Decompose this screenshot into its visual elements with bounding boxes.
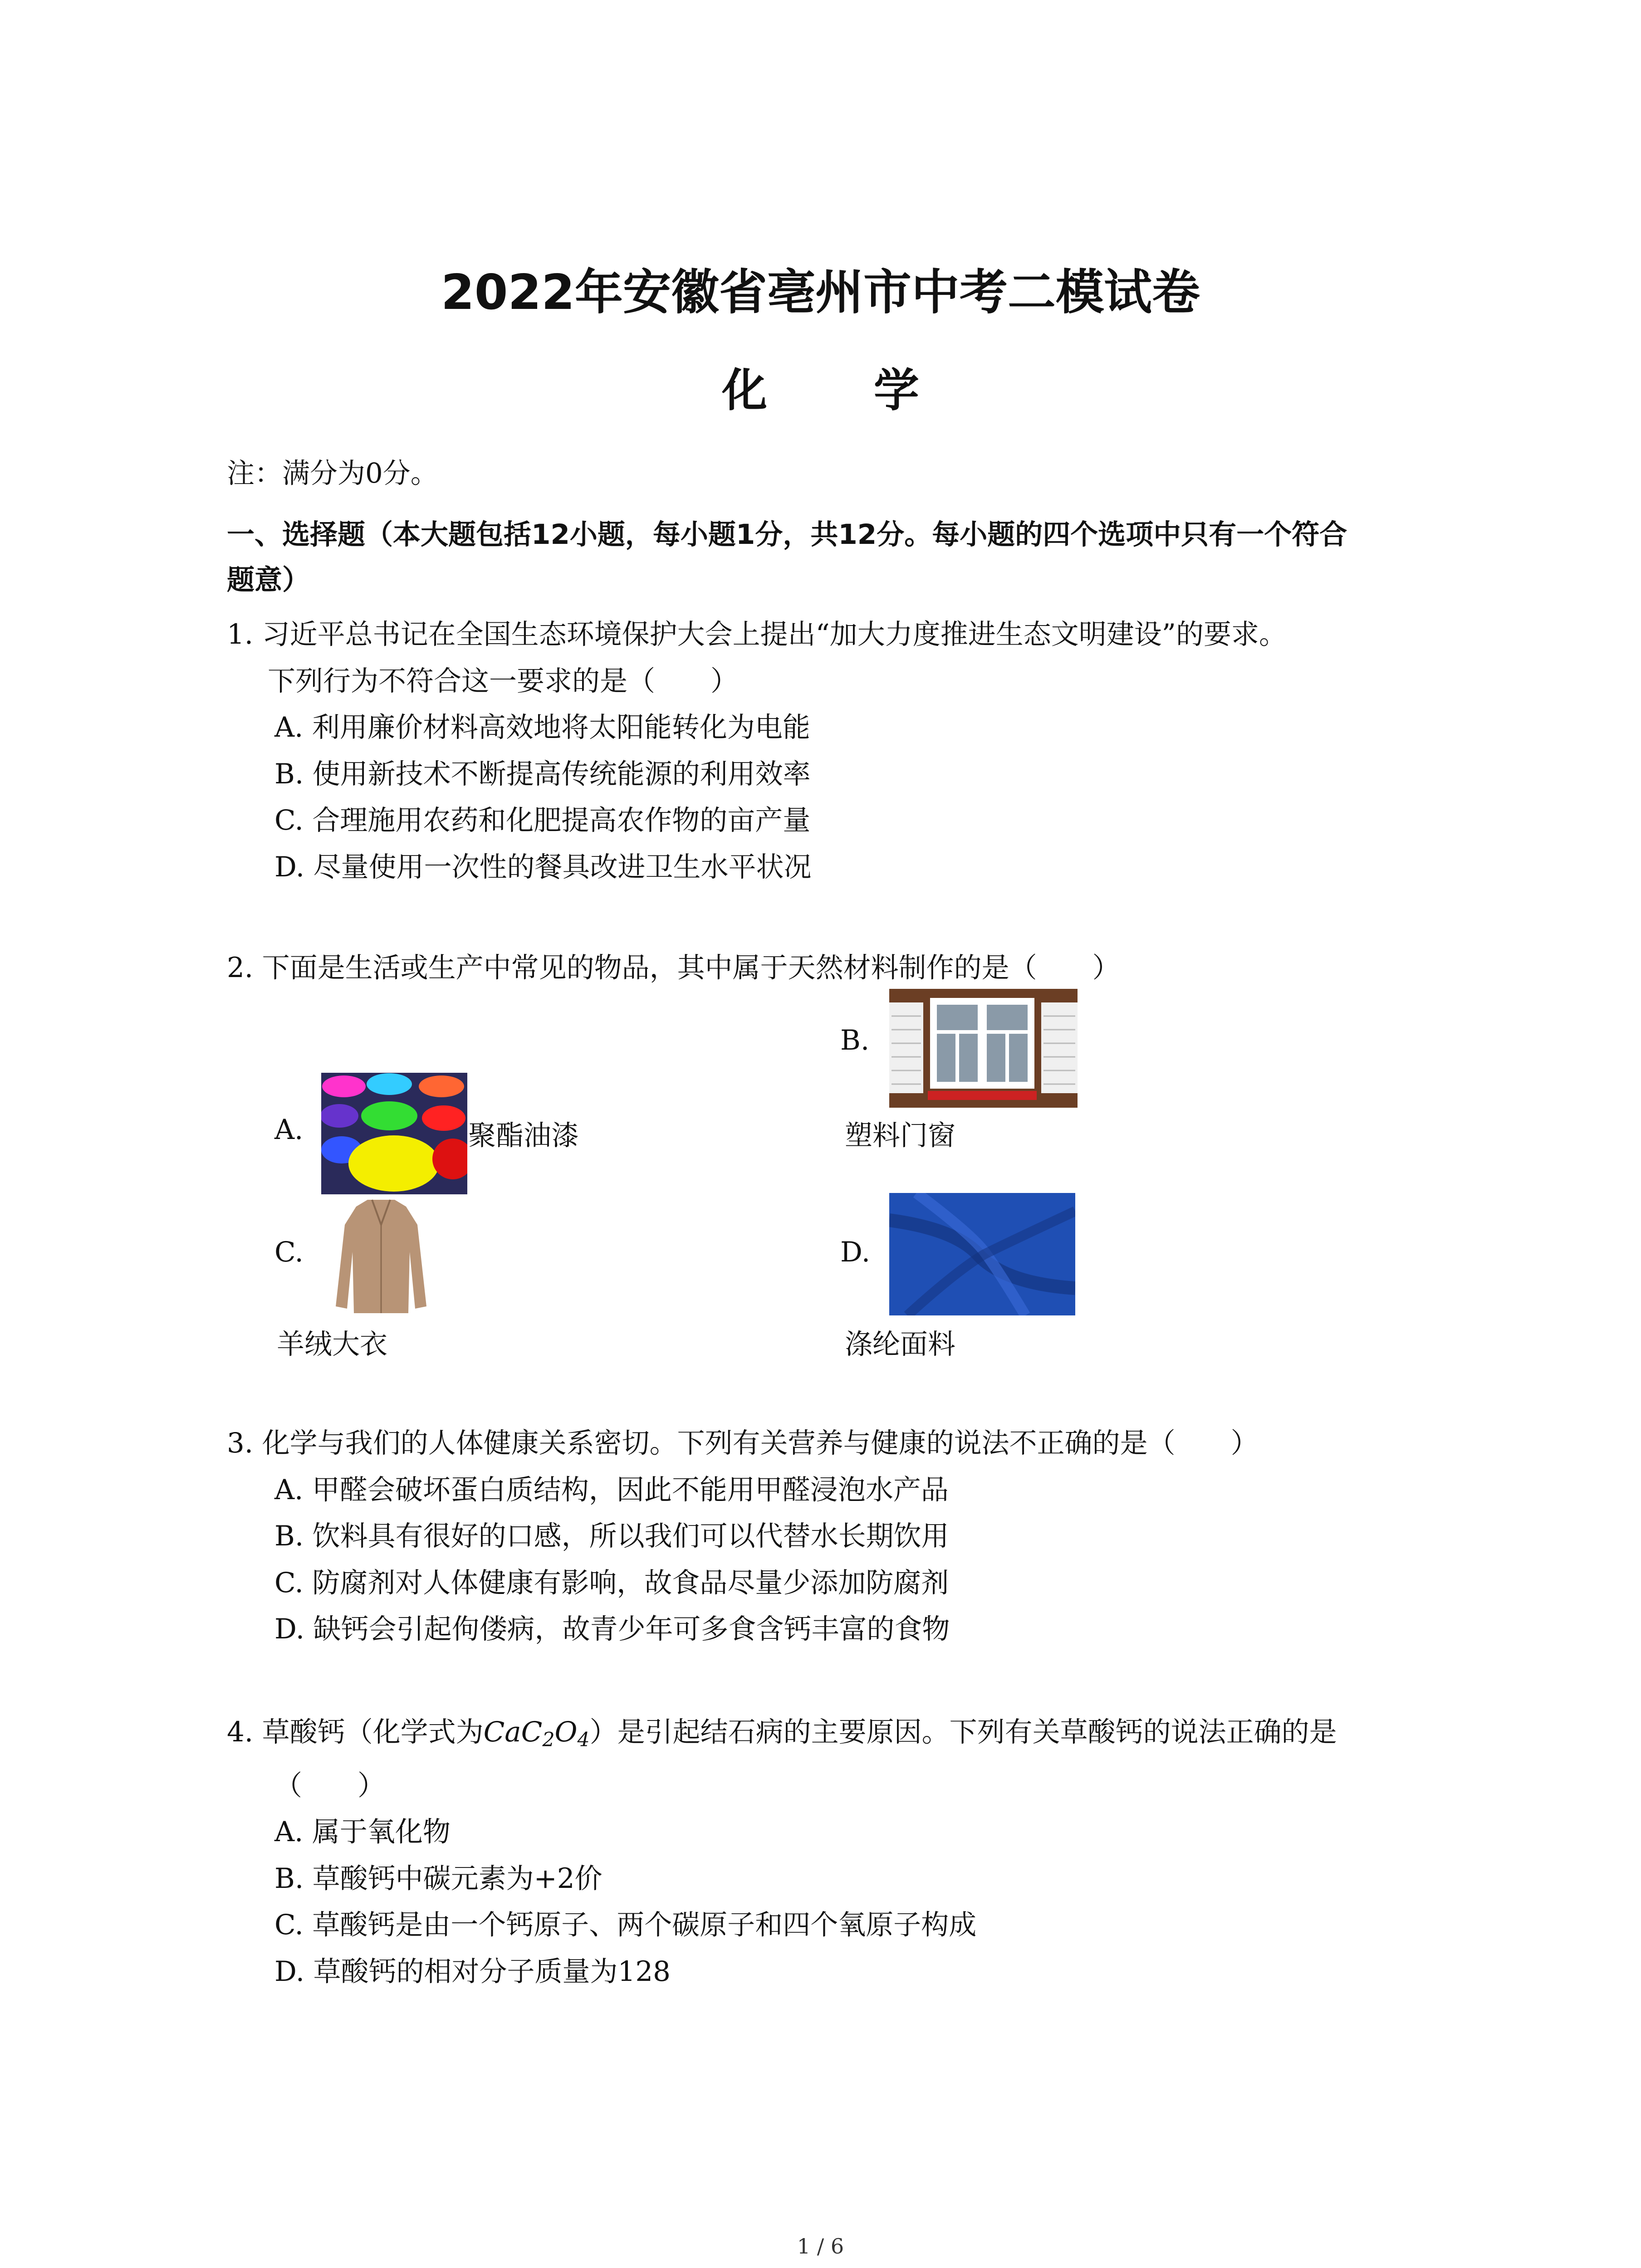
formula-part-cac: CaC: [483, 1716, 543, 1748]
question-3-option-b: B. 饮料具有很好的口感，所以我们可以代替水长期饮用: [274, 1520, 949, 1552]
paint-cans-image: [321, 1073, 467, 1194]
section-heading: 一、选择题（本大题包括12小题，每小题1分，共12分。每小题的四个选项中只有一个符合: [227, 518, 1347, 551]
question-1-option-b: B. 使用新技术不断提高传统能源的利用效率: [274, 758, 811, 790]
question-4-stem-post: ）是引起结石病的主要原因。下列有关草酸钙的说法正确的是: [589, 1716, 1337, 1748]
question-2-option-c-label: 羊绒大衣: [277, 1328, 388, 1360]
question-1-stem-cont: 下列行为不符合这一要求的是（ ）: [268, 665, 739, 697]
coat-icon: [329, 1198, 433, 1318]
page-title: 2022年安徽省亳州市中考二模试卷: [441, 264, 1200, 320]
formula-part-o: O: [554, 1716, 578, 1748]
question-1-option-a: A. 利用廉价材料高效地将太阳能转化为电能: [274, 711, 810, 743]
fabric-icon: [889, 1193, 1075, 1315]
coat-image: [329, 1198, 433, 1318]
question-3-option-d: D. 缺钙会引起佝偻病，故青少年可多食含钙丰富的食物: [274, 1613, 950, 1645]
question-4-option-d: D. 草酸钙的相对分子质量为128: [274, 1955, 671, 1988]
question-2-option-d-label: 涤纶面料: [845, 1328, 956, 1360]
score-note: 注：满分为0分。: [227, 457, 438, 489]
section-heading-cont: 题意）: [227, 564, 310, 596]
question-2-option-b-letter: B.: [840, 1024, 870, 1056]
question-2-option-a-letter: A.: [274, 1114, 304, 1146]
question-2-stem: 2. 下面是生活或生产中常见的物品，其中属于天然材料制作的是（ ）: [227, 952, 1120, 984]
fabric-image: [889, 1193, 1075, 1315]
question-4-option-b: B. 草酸钙中碳元素为+2价: [274, 1862, 603, 1895]
question-1-option-d: D. 尽量使用一次性的餐具改进卫生水平状况: [274, 851, 812, 883]
page-number: 1 / 6: [797, 2234, 844, 2258]
question-2-option-b-label: 塑料门窗: [845, 1119, 956, 1152]
paint-cans-icon: [321, 1073, 467, 1194]
formula-sub-4: 4: [577, 1728, 590, 1751]
question-2-option-d-letter: D.: [840, 1236, 871, 1268]
question-4-stem: [227, 1710, 1337, 1751]
formula-sub-2: 2: [542, 1728, 555, 1751]
question-3-option-c: C. 防腐剂对人体健康有影响，故食品尽量少添加防腐剂: [274, 1567, 949, 1599]
window-image: [889, 989, 1078, 1108]
question-2-option-c-letter: C.: [274, 1236, 304, 1268]
question-1-stem: 1. 习近平总书记在全国生态环境保护大会上提出“加大力度推进生态文明建设”的要求。: [227, 618, 1287, 650]
question-4-option-c: C. 草酸钙是由一个钙原子、两个碳原子和四个氧原子构成: [274, 1909, 977, 1941]
question-4-stem-pre: 4. 草酸钙（化学式为: [227, 1716, 484, 1748]
chemical-formula: [483, 1716, 590, 1751]
question-1-option-c: C. 合理施用农药和化肥提高农作物的亩产量: [274, 804, 811, 836]
window-icon: [889, 989, 1078, 1108]
question-4-stem-cont: （ ）: [274, 1769, 386, 1802]
question-3-stem: 3. 化学与我们的人体健康关系密切。下列有关营养与健康的说法不正确的是（ ）: [227, 1427, 1259, 1459]
page-subject: 化 学: [722, 364, 965, 417]
question-4-option-a: A. 属于氧化物: [274, 1816, 451, 1848]
question-3-option-a: A. 甲醛会破坏蛋白质结构，因此不能用甲醛浸泡水产品: [274, 1474, 949, 1506]
question-2-option-a-label: 聚酯油漆: [468, 1119, 579, 1152]
